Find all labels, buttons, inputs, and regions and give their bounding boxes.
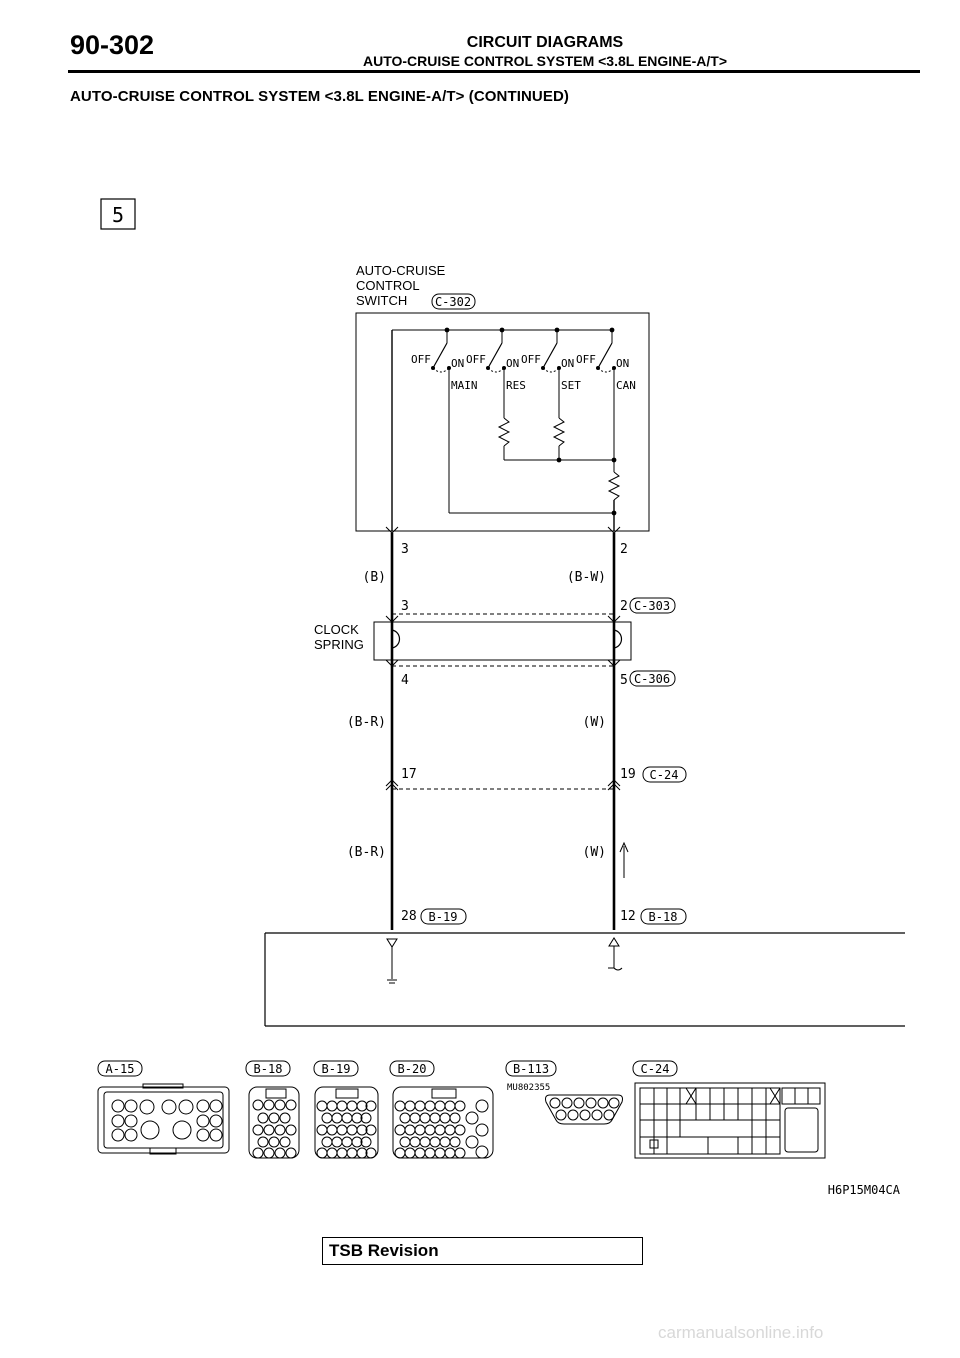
switch-label-line2: CONTROL bbox=[356, 278, 420, 293]
left-pin-1: 3 bbox=[401, 542, 409, 557]
right-pin-5: 12 bbox=[620, 909, 636, 924]
switch-set-on: ON bbox=[561, 357, 575, 370]
switch-set bbox=[521, 330, 581, 460]
view-c24-label: C-24 bbox=[640, 1062, 670, 1076]
switch-main-name: MAIN bbox=[451, 379, 478, 392]
switch-label-line3: SWITCH bbox=[356, 293, 408, 308]
connector-c306-label: C-306 bbox=[633, 672, 671, 686]
view-b113-label: B-113 bbox=[512, 1062, 550, 1076]
right-pin-3: 5 bbox=[620, 673, 628, 688]
right-wire-color-1: (B-W) bbox=[566, 570, 606, 585]
right-pin-1: 2 bbox=[620, 542, 628, 557]
section-title: AUTO-CRUISE CONTROL SYSTEM <3.8L ENGINE-A/T> (CONTINUED) bbox=[70, 88, 569, 105]
left-wire-color-2: (B-R) bbox=[346, 715, 386, 730]
right-pin-4: 19 bbox=[620, 767, 636, 782]
view-a15-label: A-15 bbox=[105, 1062, 135, 1076]
switch-can bbox=[576, 330, 636, 460]
right-wire-color-3: (W) bbox=[582, 845, 606, 860]
right-wire-color-2: (W) bbox=[582, 715, 606, 730]
connector-c302-label: C-302 bbox=[434, 295, 472, 309]
left-wire-color-1: (B) bbox=[362, 570, 386, 585]
left-pin-4: 17 bbox=[401, 767, 417, 782]
connector-face-b18 bbox=[249, 1087, 299, 1158]
switch-set-off: OFF bbox=[521, 353, 541, 366]
header-title: CIRCUIT DIAGRAMS bbox=[466, 34, 624, 51]
connector-face-b19 bbox=[315, 1087, 378, 1158]
switch-can-off: OFF bbox=[576, 353, 596, 366]
switch-can-on: ON bbox=[616, 357, 630, 370]
left-wire-color-3: (B-R) bbox=[346, 845, 386, 860]
clock-spring-label-line1: CLOCK bbox=[314, 622, 359, 637]
view-b19-label: B-19 bbox=[321, 1062, 351, 1076]
clock-spring-label-line2: SPRING bbox=[314, 637, 364, 652]
switch-label-line1: AUTO-CRUISE bbox=[356, 263, 446, 278]
left-pin-2: 3 bbox=[401, 599, 409, 614]
view-b20-label: B-20 bbox=[397, 1062, 427, 1076]
connector-c303-label: C-303 bbox=[633, 599, 671, 613]
tsb-revision-label: TSB Revision bbox=[329, 1241, 439, 1260]
switch-can-name: CAN bbox=[616, 379, 636, 392]
left-pin-5: 28 bbox=[401, 909, 417, 924]
switch-set-name: SET bbox=[561, 379, 581, 392]
right-pin-2: 2 bbox=[620, 599, 628, 614]
switch-res-off: OFF bbox=[466, 353, 486, 366]
connector-face-b20 bbox=[393, 1087, 493, 1158]
switch-res bbox=[466, 330, 526, 460]
connector-face-a15 bbox=[98, 1084, 229, 1154]
connector-views bbox=[98, 1061, 677, 1076]
connector-c24-label: C-24 bbox=[649, 768, 679, 782]
connector-b19-label: B-19 bbox=[428, 910, 458, 924]
sheet-marker: 5 bbox=[111, 203, 125, 227]
connector-face-c24 bbox=[635, 1083, 825, 1158]
switch-main-on: ON bbox=[451, 357, 465, 370]
switch-res-on: ON bbox=[506, 357, 520, 370]
left-pin-3: 4 bbox=[401, 673, 409, 688]
watermark: carmanualsonline.info bbox=[658, 1323, 824, 1342]
switch-housing bbox=[356, 313, 649, 531]
connector-face-b113 bbox=[546, 1095, 623, 1124]
figure-code: H6P15M04CA bbox=[827, 1183, 900, 1197]
switch-main-off: OFF bbox=[411, 353, 431, 366]
connector-b18-label: B-18 bbox=[648, 910, 678, 924]
part-code: MU802355 bbox=[507, 1083, 551, 1093]
switch-res-name: RES bbox=[506, 379, 526, 392]
page-number: 90-302 bbox=[70, 30, 155, 60]
clock-spring-box bbox=[374, 622, 631, 660]
tsb-revision-box bbox=[322, 1237, 643, 1265]
header-subtitle: AUTO-CRUISE CONTROL SYSTEM <3.8L ENGINE-A/T> bbox=[362, 53, 728, 69]
view-b18-label: B-18 bbox=[253, 1062, 283, 1076]
